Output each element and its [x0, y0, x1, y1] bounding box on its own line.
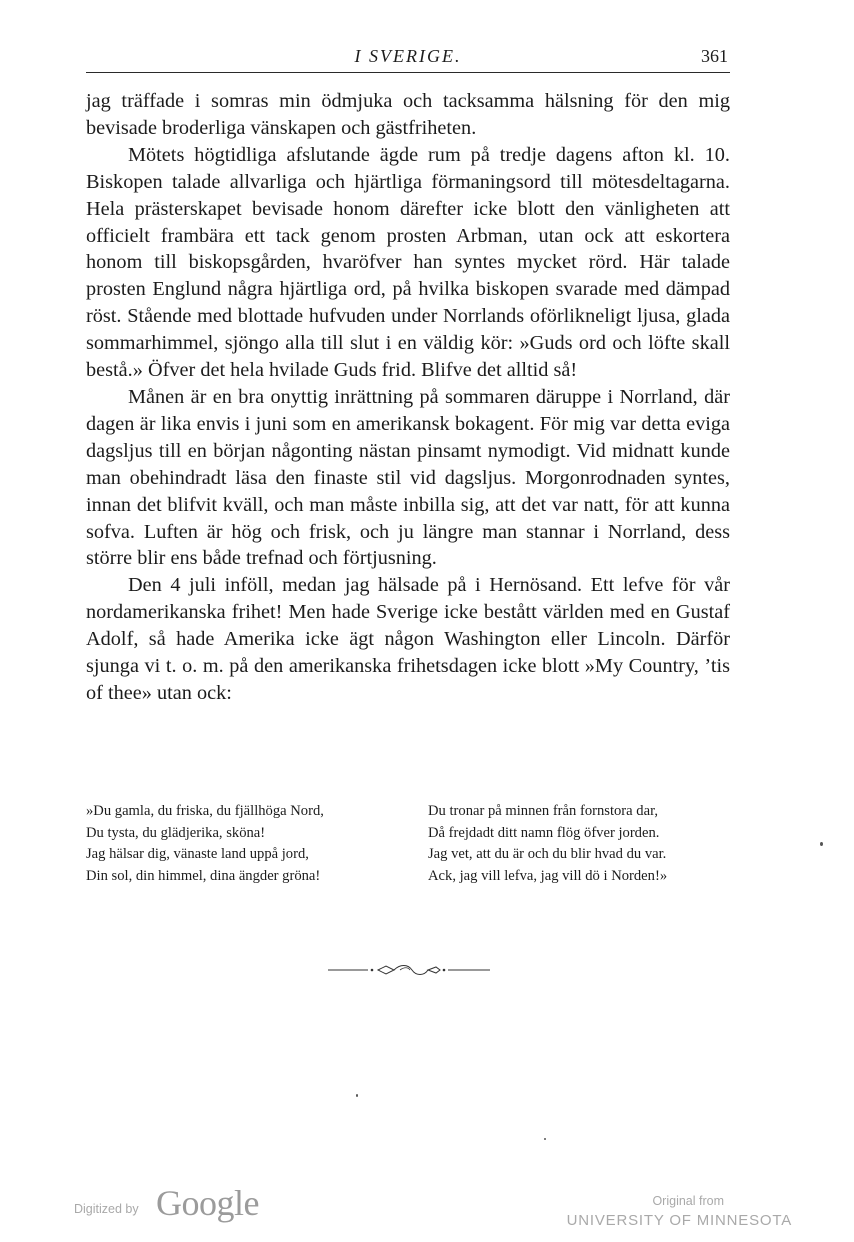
paragraph: jag träffade i somras min ödmjuka och tacksamma hälsning för den mig bevisade broderliga vänskapen och gästfriheten.	[86, 90, 730, 139]
verse-line: Jag vet, att du är och du blir hvad du var.	[428, 846, 667, 863]
verse-line: Jag hälsar dig, vänaste land uppå jord,	[86, 846, 309, 863]
digitized-watermark	[74, 1183, 294, 1236]
google-logo: Google	[156, 1183, 259, 1223]
verse-line: Då frejdadt ditt namn flög öfver jorden.	[428, 824, 660, 841]
source-watermark	[567, 1194, 792, 1229]
page-number: 361	[701, 46, 728, 66]
page-header	[86, 44, 730, 73]
verse-line: Du tysta, du glädjerika, sköna!	[86, 824, 266, 841]
original-from-label: Original from	[652, 1194, 724, 1208]
verse-line: Din sol, din himmel, dina ängder gröna!	[86, 867, 321, 884]
poem-stanza-left	[86, 801, 406, 887]
verse-line: »Du gamla, du friska, du fjällhöga Nord,	[86, 803, 324, 819]
scan-speck	[356, 1094, 358, 1097]
ornament-divider-icon	[328, 962, 490, 978]
body-text	[86, 88, 730, 707]
paragraph: Mötets högtidliga afslutande ägde rum på tredje dagens afton kl. 10. Biskopen talade allvarliga och hjärtliga förmaningsord till mötesdeltagarna. Hela prästerskapet bevisade honom därefter icke blott den vänligheten att officielt frambära ett tack genom prosten Arbman, utan ock att eskortera honom till biskopsgården, hvaröfver han syntes mycket rörd. Här talade prosten Englund några hjärtliga ord, på hvilka biskopen svarade med dämpad röst. Stående med blottade hufvuden under Norrlands oförlikneligt ljusa, glada sommarhimmel, sjöngo alla till slut i en väldig kör: »Guds ord och löfte skall bestå.» Öfver det hela hvilade Guds frid. Blifve det alltid så!	[86, 143, 730, 382]
running-head: I SVERIGE.	[354, 46, 462, 66]
verse-line: Ack, jag vill lefva, jag vill dö i Norden!»	[428, 867, 668, 884]
scan-speck	[820, 842, 823, 846]
poem-stanza-right	[428, 801, 740, 887]
digitized-label: Digitized by	[74, 1202, 139, 1216]
verse-line: Du tronar på minnen från fornstora dar,	[428, 803, 658, 819]
university-label: UNIVERSITY OF MINNESOTA	[566, 1212, 792, 1229]
paragraph: Den 4 juli inföll, medan jag hälsade på i Hernösand. Ett lefve för vår nordamerikanska frihet! Men hade Sverige icke bestått världen med en Gustaf Adolf, så hade Amerika icke ägt någon Washington eller Lincoln. Därför sjunga vi t. o. m. på den amerikanska frihetsdagen icke blott »My Country, ’tis of thee» utan ock:	[86, 574, 730, 704]
scan-speck	[544, 1138, 546, 1140]
paragraph: Månen är en bra onyttig inrättning på sommaren däruppe i Norrland, där dagen är lika envis i juni som en amerikansk bokagent. För mig var detta eviga dagsljus till en början någonting nästan pinsamt nymodigt. Vid midnatt kunde man obehindradt läsa den finaste stil vid dagsljus. Morgonrodnaden syntes, innan det blifvit kväll, och man måste inbilla sig, att det var natt, för att kunna sofva. Luften är hög och frisk, och ju längre man stannar i Norrland, dess större blir ens både trefnad och förtjusning.	[86, 385, 730, 570]
